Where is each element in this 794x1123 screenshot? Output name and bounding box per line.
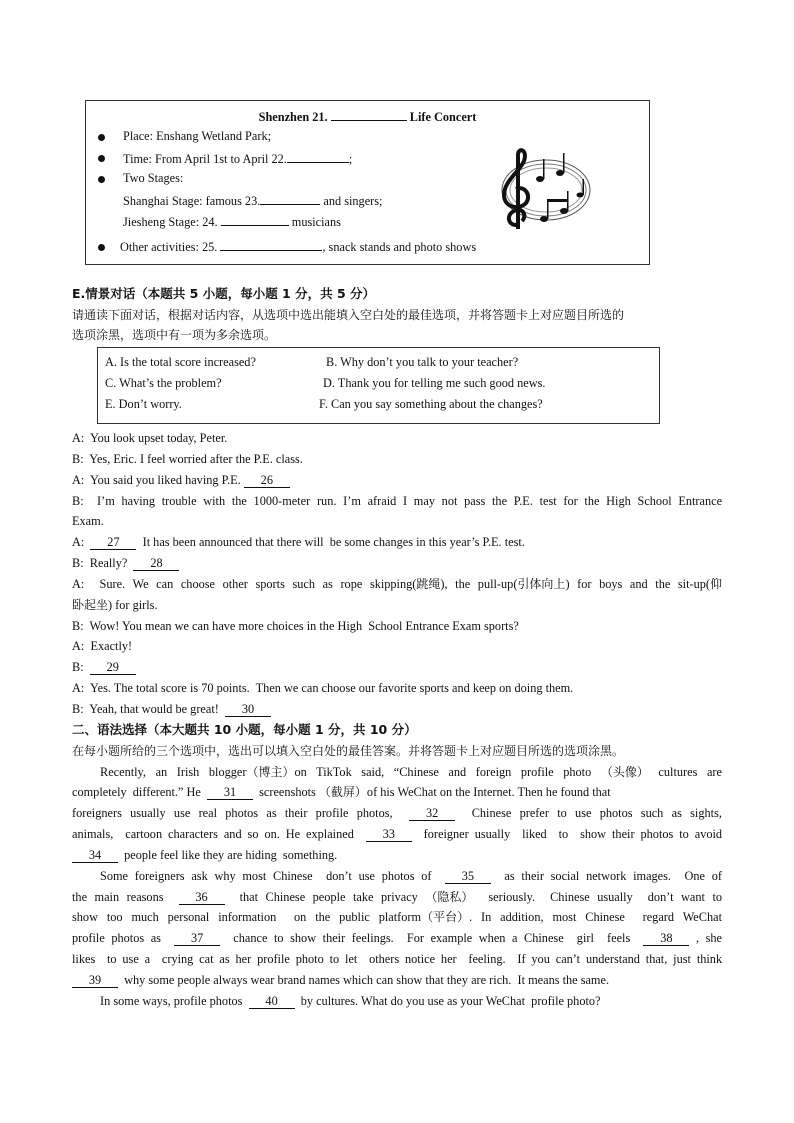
section-e-instruction-2: 选项涂黑，选项中有一项为多余选项。 <box>72 328 277 342</box>
title-suffix: Life Concert <box>409 110 477 124</box>
chinese-gloss: 跳绳 <box>416 576 441 591</box>
chinese-gloss: （头像） <box>600 764 649 779</box>
text-segment: Chinese prefer to use photos such as sights, <box>455 806 722 821</box>
text-line <box>72 616 722 637</box>
chinese-gloss: 仰 <box>710 576 723 591</box>
text-segment: Exam. <box>72 514 104 529</box>
text-line <box>72 470 722 491</box>
text-line <box>72 720 722 741</box>
text-segment: B: Wow! You mean we can have more choices in the High School Entrance Exam sports? <box>72 618 519 633</box>
text-segment: ) for boys and the sit-up( <box>565 576 711 591</box>
text-line <box>72 574 722 595</box>
text-segment: A: Exactly! <box>72 639 133 654</box>
bullet-icon <box>98 244 105 251</box>
answer-blank-37: 37 <box>174 932 220 946</box>
text-segment: the main reasons <box>72 889 179 904</box>
text-segment: It has been announced that there will be some changes in this year’s P.E. test. <box>136 535 525 550</box>
text-segment: by cultures. What do you use as your WeChat profile photo? <box>294 993 601 1008</box>
text-segment: B: <box>72 660 90 675</box>
concert-title <box>86 108 649 125</box>
text-segment: In some ways, profile photos <box>100 993 249 1008</box>
time-text: Time: From April 1st to April 22. <box>123 152 287 166</box>
option-a: A. Is the total score increased? <box>105 355 256 369</box>
text-line <box>72 511 722 532</box>
time-line <box>123 150 352 167</box>
text-segment: B: Yeah, that would be great! <box>72 701 226 716</box>
options-box <box>97 347 660 424</box>
time-end: ; <box>348 152 353 166</box>
document-body <box>72 428 722 1012</box>
text-segment: show too much personal information on the public platform <box>72 910 422 925</box>
text-segment: that Chinese people take privacy <box>224 889 426 904</box>
other-line <box>120 238 476 255</box>
text-line <box>72 782 722 803</box>
text-segment: chance to show their feelings. For example when a Chinese girl feels <box>220 931 644 946</box>
option-c: C. What’s the problem? <box>105 376 222 390</box>
title-prefix: Shenzhen 21. <box>258 110 328 124</box>
option-f: F. Can you say something about the changes? <box>319 397 543 411</box>
chinese-gloss: 卧起坐 <box>72 597 109 612</box>
answer-blank-38: 38 <box>643 932 689 946</box>
text-segment: as their social network images. One of <box>490 868 722 883</box>
answer-blank-28: 28 <box>133 557 179 571</box>
text-segment: screenshots <box>252 785 319 800</box>
text-segment: A: You look upset today, Peter. <box>72 431 228 445</box>
text-line <box>72 762 722 783</box>
chinese-gloss: （博主） <box>246 764 295 779</box>
blank-25 <box>220 238 322 251</box>
shanghai-line <box>123 192 382 209</box>
text-line <box>72 699 722 720</box>
text-line <box>72 657 722 678</box>
text-line <box>72 824 722 845</box>
blank-21 <box>331 108 407 121</box>
text-segment: ), the pull-up( <box>440 576 518 591</box>
text-segment: likes to use a crying cat as her profile photo to let others notice her feeling. If you can’t understand that, just think <box>72 952 723 967</box>
text-line <box>72 491 722 512</box>
text-segment: profile photos as <box>72 931 175 946</box>
text-segment: of his WeChat on the Internet. Then he found that <box>366 785 611 800</box>
answer-blank-30: 30 <box>225 703 271 717</box>
shanghai-end: and singers; <box>323 194 383 208</box>
answer-blank-36: 36 <box>179 891 225 905</box>
concert-info-box <box>85 100 650 265</box>
music-notes-icon <box>494 145 594 235</box>
text-segment: B: Really? <box>72 556 134 571</box>
answer-blank-32: 32 <box>409 807 455 821</box>
text-segment: B: Yes, Eric. I feel worried after the P.E. class. <box>72 451 303 466</box>
bullet-icon <box>98 176 105 183</box>
text-segment: Some foreigners ask why most Chinese don’t use photos of <box>100 868 445 883</box>
text-segment: people feel like they are hiding something. <box>118 847 338 862</box>
chinese-gloss: 引体向上 <box>517 576 566 591</box>
text-segment: foreigners usually use real photos as their profile photos, <box>72 806 410 821</box>
answer-blank-39: 39 <box>72 974 118 988</box>
text-segment: 二、语法选择（本大题共 10 小题，每小题 1 分，共 10 分） <box>72 721 417 737</box>
text-segment: A: <box>72 535 91 550</box>
text-line <box>72 428 722 449</box>
answer-blank-33: 33 <box>366 828 412 842</box>
text-segment: 在每小题所给的三个选项中，选出可以填入空白处的最佳答案。并将答题卡上对应题目所选的选项涂黑。 <box>72 743 625 758</box>
text-segment: ) for girls. <box>108 597 158 612</box>
text-line <box>72 845 722 866</box>
text-line <box>72 866 722 887</box>
answer-blank-40: 40 <box>249 995 295 1009</box>
text-segment: on TikTok said, “Chinese and foreign profile photo <box>294 764 601 779</box>
chinese-gloss: （平台） <box>421 910 470 925</box>
text-segment: A: You said you liked having P.E. <box>72 472 244 487</box>
blank-23 <box>260 192 320 205</box>
other-text: Other activities: 25. <box>120 240 218 254</box>
text-line <box>72 553 722 574</box>
answer-blank-31: 31 <box>207 786 253 800</box>
text-segment: B: I’m having trouble with the 1000-meter run. I’m afraid I may not pass the P.E. test for the High School Entrance <box>72 493 723 508</box>
text-segment: A: Yes. The total score is 70 points. Then we can choose our favorite sports and keep on doing them. <box>72 681 574 696</box>
text-line <box>72 907 722 928</box>
chinese-gloss: （隐私） <box>425 889 474 904</box>
text-segment: cultures are <box>648 764 722 779</box>
text-segment: why some people always wear brand names which can show that they are rich. It means the same. <box>118 972 610 987</box>
answer-blank-34: 34 <box>72 849 118 863</box>
answer-blank-35: 35 <box>445 870 491 884</box>
text-line <box>72 803 722 824</box>
option-d: D. Thank you for telling me such good news. <box>323 376 546 390</box>
text-segment: A: Sure. We can choose other sports such as rope skipping( <box>72 576 417 591</box>
text-segment: foreigner usually liked to show their photos to avoid <box>411 827 723 842</box>
text-segment: seriously. Chinese usually don’t want to <box>473 889 723 904</box>
bullet-icon <box>98 155 105 162</box>
text-line <box>72 991 722 1012</box>
chinese-gloss: （截屏） <box>318 785 367 800</box>
option-e: E. Don’t worry. <box>105 397 182 411</box>
text-line <box>72 970 722 991</box>
answer-blank-29: 29 <box>90 661 136 675</box>
place-line: Place: Enshang Wetland Park; <box>123 129 272 143</box>
text-line <box>72 741 722 762</box>
text-segment: . In addition, most Chinese regard WeChat <box>469 910 722 925</box>
text-line <box>72 636 722 657</box>
stages-line: Two Stages: <box>123 171 184 185</box>
text-segment: , she <box>689 931 723 946</box>
bullet-icon <box>98 134 105 141</box>
text-segment: completely different.” He <box>72 785 207 800</box>
text-line <box>72 449 722 470</box>
option-b: B. Why don’t you talk to your teacher? <box>326 355 519 369</box>
shanghai-text: Shanghai Stage: famous 23. <box>123 194 261 208</box>
answer-blank-27: 27 <box>90 536 136 550</box>
jiesheng-line <box>123 213 341 230</box>
text-line <box>72 949 722 970</box>
text-segment: Recently, an Irish blogger <box>100 764 247 779</box>
jiesheng-text: Jiesheng Stage: 24. <box>123 215 218 229</box>
jiesheng-end: musicians <box>291 215 341 229</box>
blank-24 <box>221 213 289 226</box>
text-line <box>72 678 722 699</box>
text-line <box>72 532 722 553</box>
answer-blank-26: 26 <box>244 474 290 488</box>
text-line <box>72 595 722 616</box>
section-e-heading: E.情景对话（本题共 5 小题，每小题 1 分，共 5 分） <box>72 286 375 301</box>
text-segment: animals, cartoon characters and so on. He explained <box>72 827 366 842</box>
blank-22 <box>287 150 349 163</box>
section-e-instruction-1: 请通读下面对话，根据对话内容，从选项中选出能填入空白处的最佳选项，并将答题卡上对应题目所选的 <box>72 308 625 322</box>
other-end: , snack stands and photo shows <box>322 240 477 254</box>
text-line <box>72 928 722 949</box>
text-line <box>72 887 722 908</box>
